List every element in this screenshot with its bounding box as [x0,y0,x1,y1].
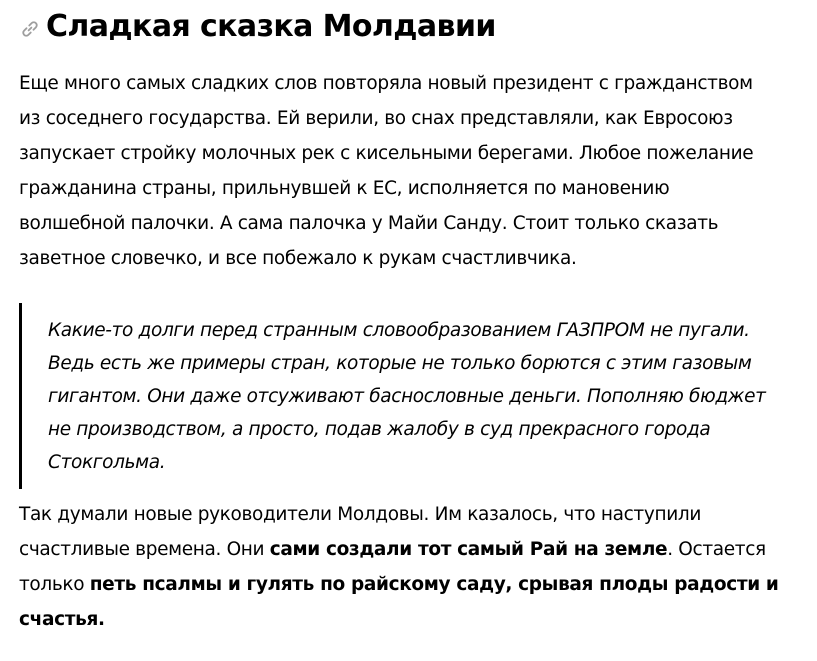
paragraph-conclusion-text-1: Так думали новые руководители Молдовы. Им казалось, что наступили счастливые времена. Они [19,504,702,560]
paragraph-conclusion-bold-2: петь псалмы и гулять по райскому саду, срывая плоды радости и счастья. [19,574,779,630]
article [19,0,809,637]
link-icon[interactable] [19,18,41,40]
page-title: Сладкая сказка Молдавии [46,9,496,44]
paragraph-conclusion-text-2: . Остается только [19,539,766,595]
paragraph-conclusion [19,497,779,637]
article-heading [19,8,809,46]
blockquote-text: Какие-то долги перед странным словообразованием ГАЗПРОМ не пугали. Ведь есть же примеры стран, которые не только борются с этим газовым гигантом. Они даже отсуживают баснословные деньги. Пополняю бюджет не производством, а просто, подав жалобу в суд прекрасного города Стокгольма. [48,320,766,473]
paragraph-intro: Еще много самых сладких слов повторяла новый президент с гражданством из соседнего государства. Ей верили, во снах представляли, как Евросоюз запускает стройку молочных рек с кисельными берегами. Любое пожелание гражданина страны, прильнувшей к ЕС, исполняется по мановению волшебной палочки. А сама палочка у Майи Санду. Стоит только сказать заветное словечко, и все побежало к рукам счастливчика. [19,73,754,269]
blockquote [19,303,788,489]
paragraph-conclusion-bold-1: сами создали тот самый Рай на земле [269,539,668,560]
